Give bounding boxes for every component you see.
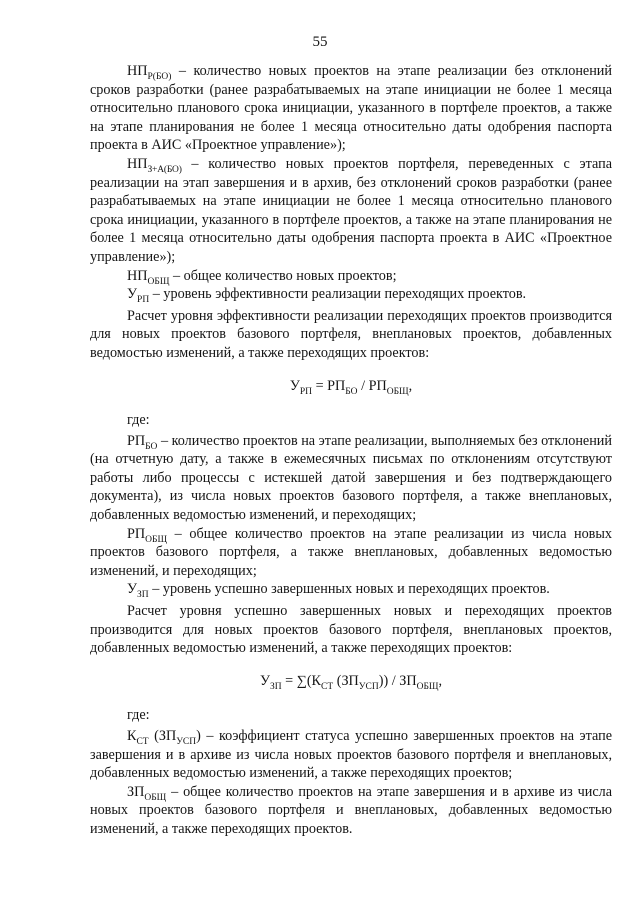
definition-text: – количество новых проектов портфеля, переведенных с этапа реализации на этап завершения и в архив, без отклонений сроков разработки (ранее разрабатываемых на этапе инициации не более 1 месяца относительно планового срока инициации, указанного в портфеле проектов, а также на этапе планирования не более 1 месяца относительно даты одобрения паспорта проекта в АИС «Проектное управление»); bbox=[90, 155, 612, 265]
definition-text: – уровень эффективности реализации переходящих проектов. bbox=[149, 286, 527, 303]
definition-zp-obshch bbox=[90, 783, 612, 839]
definition-text: – общее количество проектов на этапе реализации из числа новых проектов базового портфеля, а также внеплановых, добавленных ведомостью изменений, и переходящих; bbox=[90, 525, 612, 579]
formula-eq: = РП bbox=[312, 377, 346, 394]
where-label: где: bbox=[127, 707, 150, 724]
definition-np-z-a-bo bbox=[90, 155, 612, 267]
symbol: НП bbox=[127, 63, 148, 79]
formula-mid-subscript: УСП bbox=[358, 681, 379, 692]
formula-u-zp bbox=[90, 672, 612, 691]
formula-lhs: У bbox=[289, 377, 300, 394]
definition-rp-bo bbox=[90, 432, 612, 525]
symbol-part: (ЗП bbox=[148, 728, 177, 744]
symbol: У bbox=[127, 286, 138, 303]
symbol-subscript: ОБЩ bbox=[145, 534, 168, 545]
formula-slash: / РП bbox=[357, 377, 387, 394]
formula-end: , bbox=[438, 672, 443, 689]
symbol: НП bbox=[127, 155, 148, 172]
definition-text: – количество новых проектов на этапе реализации без отклонений сроков разработки (ранее разрабатываемых на этапе инициации не более 1 месяца относительно планового срока инициации, указанного в портфеле проектов, а также на этапе планирования не более 1 месяца относительно даты одобрения паспорта проекта в АИС «Проектное управление»); bbox=[90, 63, 612, 154]
formula-end: , bbox=[408, 377, 413, 394]
formula-num-subscript: БО bbox=[345, 386, 358, 397]
document-body bbox=[90, 62, 612, 839]
definition-text: – коэффициент статуса успешно завершенных проектов на этапе завершения и в архиве из числа новых проектов базового портфеля и внеплановых, добавленных ведомостью изменений, а также переходящих проектов; bbox=[90, 728, 612, 782]
definition-text: – количество проектов на этапе реализации, выполняемых без отклонений (на отчетную дату, а также в ежемесячных письмах по отклонениям отсутствуют работы либо процессы с истекшей датой завершения и без подтверждающего документа), из числа новых проектов базового портфеля, а также внеплановых, добавленных ведомостью изменений, и переходящих; bbox=[90, 432, 612, 524]
symbol: РП bbox=[127, 525, 146, 542]
formula-lhs-subscript: ЗП bbox=[270, 681, 282, 692]
formula-den-subscript: ОБЩ bbox=[386, 386, 409, 397]
formula-u-rp bbox=[90, 377, 612, 396]
symbol-close: ) bbox=[196, 728, 201, 744]
symbol-subscript: ОБЩ bbox=[147, 276, 170, 287]
formula-close: )) / ЗП bbox=[378, 672, 417, 689]
formula-eq: = ∑(К bbox=[281, 672, 322, 689]
symbol-subscript: УСП bbox=[176, 736, 197, 747]
symbol: ЗП bbox=[127, 783, 145, 800]
formula-lhs-subscript: РП bbox=[299, 386, 313, 397]
symbol-subscript: СТ bbox=[136, 736, 149, 747]
symbol-subscript: РП bbox=[137, 294, 150, 305]
symbol: У bbox=[127, 581, 138, 598]
symbol-subscript: Р(БО) bbox=[147, 71, 172, 82]
symbol-subscript: ОБЩ bbox=[144, 792, 167, 803]
definition-np-obshch bbox=[90, 267, 612, 286]
definition-text: – общее количество проектов на этапе завершения и в архиве из числа новых проектов базового портфеля и внеплановых, добавленных ведомостью изменений, а также переходящих проектов. bbox=[90, 783, 612, 837]
definition-k-st bbox=[90, 727, 612, 783]
symbol: РП bbox=[127, 432, 146, 449]
formula-k-subscript: СТ bbox=[321, 681, 334, 692]
definition-u-rp bbox=[90, 285, 612, 304]
definition-rp-obshch bbox=[90, 525, 612, 581]
definition-np-r-bo bbox=[90, 62, 612, 155]
formula-mid: (ЗП bbox=[333, 672, 359, 689]
formula-lhs: У bbox=[259, 672, 270, 689]
symbol-subscript: ЗП bbox=[137, 590, 149, 601]
calculation-paragraph-rp: Расчет уровня эффективности реализации переходящих проектов производится для новых проектов базового портфеля, внеплановых проектов, добавленных ведомостью изменений, а также переходящих проектов: bbox=[90, 307, 612, 361]
definition-text: – уровень успешно завершенных новых и переходящих проектов. bbox=[148, 581, 550, 598]
symbol-subscript: З+А(БО) bbox=[147, 164, 182, 175]
page-number: 55 bbox=[312, 34, 328, 50]
symbol-subscript: БО bbox=[145, 441, 158, 452]
symbol: НП bbox=[127, 267, 148, 284]
definition-text: – общее количество новых проектов; bbox=[169, 267, 397, 284]
symbol: К bbox=[127, 728, 137, 744]
calculation-paragraph-zp: Расчет уровня успешно завершенных новых и переходящих проектов производится для новых проектов базового портфеля, внеплановых проектов, добавленных ведомостью изменений, а также переходящих проектов: bbox=[90, 603, 612, 657]
definition-u-zp bbox=[90, 580, 612, 599]
where-label: где: bbox=[127, 412, 150, 429]
formula-den-subscript: ОБЩ bbox=[416, 681, 439, 692]
